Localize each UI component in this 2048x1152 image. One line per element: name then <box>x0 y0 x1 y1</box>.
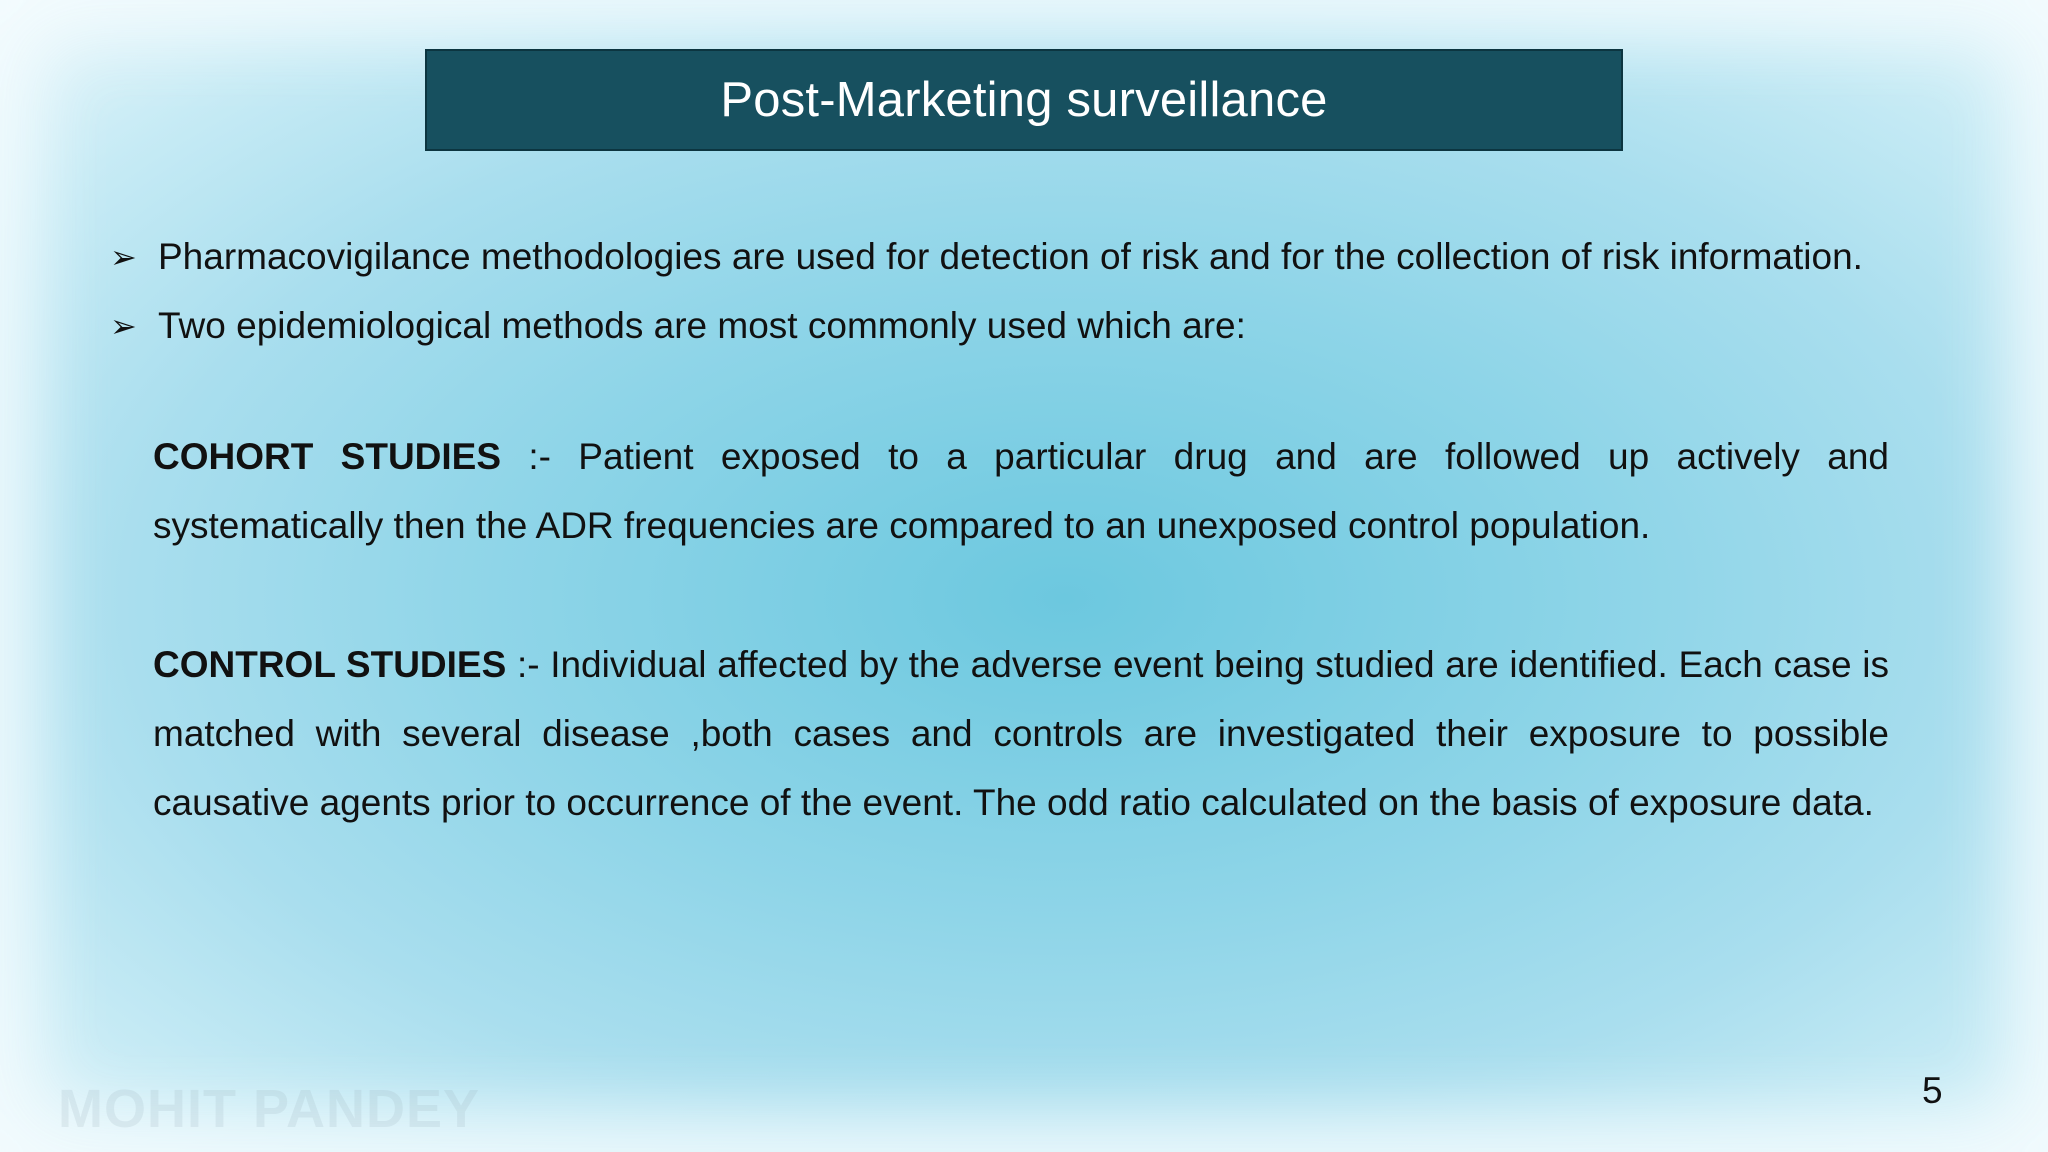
control-studies-term: CONTROL STUDIES <box>153 644 507 685</box>
bullet-item <box>110 305 1246 347</box>
page-number: 5 <box>1922 1070 1943 1111</box>
cohort-studies-text: :- Patient exposed to a particular drug and are followed up actively and systematically then the ADR frequencies are compared to an unexposed control population. <box>153 436 1889 546</box>
bullet-text: Pharmacovigilance methodologies are used for detection of risk and for the collection of risk information. <box>158 236 1863 277</box>
arrowhead-bullet-icon: ➢ <box>110 239 137 275</box>
arrowhead-bullet-icon: ➢ <box>110 308 137 344</box>
slide-title: Post-Marketing surveillance <box>720 73 1328 127</box>
control-studies-paragraph <box>153 630 1889 837</box>
cohort-studies-term: COHORT STUDIES <box>153 436 502 477</box>
title-banner <box>425 49 1623 151</box>
control-studies-text: :- Individual affected by the adverse event being studied are identified. Each case is matched with several disease ,both cases and controls are investigated their exposure to possible causative agents prior to occurrence of the event. The odd ratio calculated on the basis of exposure data. <box>153 644 1889 823</box>
author-watermark: MOHIT PANDEY <box>58 1079 481 1139</box>
cohort-studies-paragraph <box>153 422 1889 560</box>
bullet-text: Two epidemiological methods are most commonly used which are: <box>158 305 1246 346</box>
bullet-item <box>110 236 1863 278</box>
